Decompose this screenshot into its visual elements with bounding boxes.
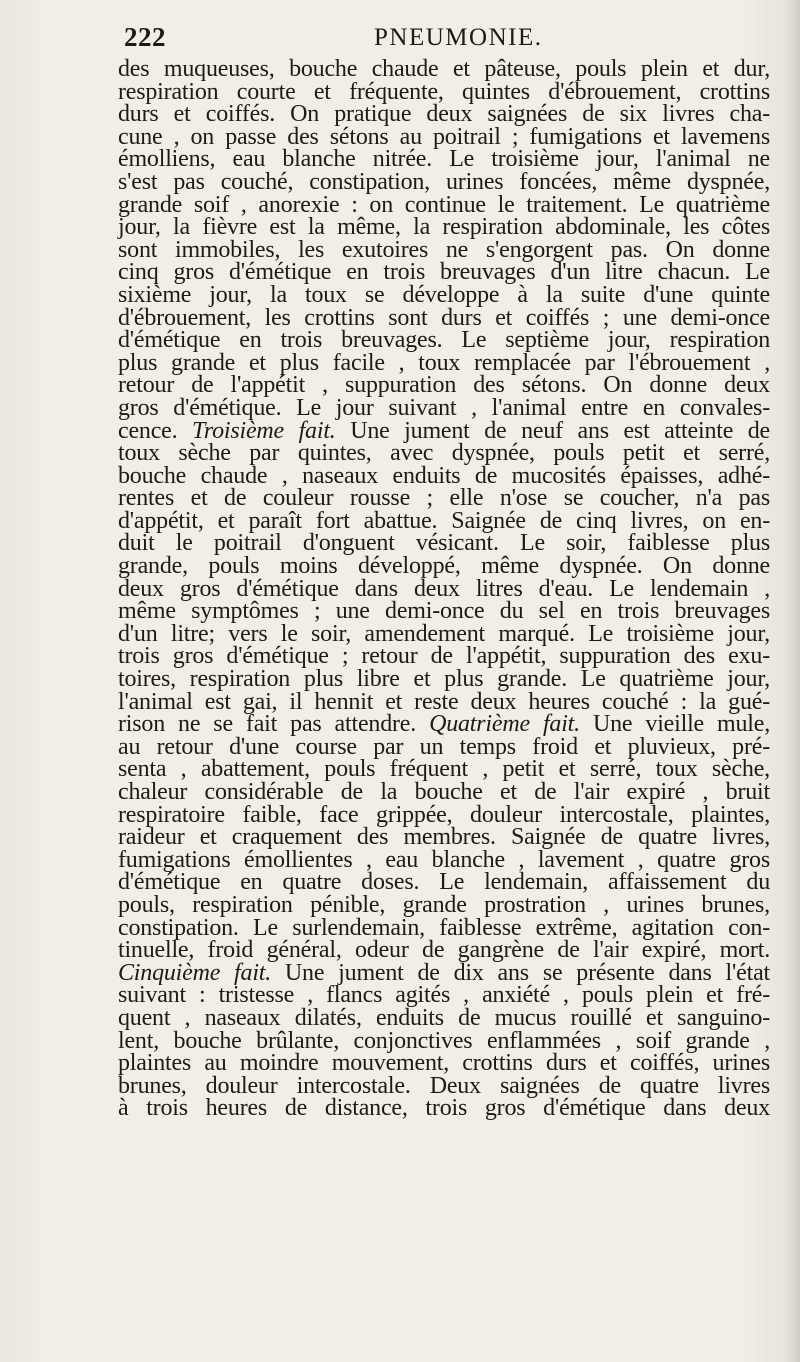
text-line: pouls, respiration pénible, grande prostration , urines brunes, [118,891,770,918]
case-heading: Troisième fait. [192,417,336,444]
text-line: d'ébrouement, les crottins sont durs et coiffés ; une demi-once [118,304,770,331]
text-line: rison ne se fait pas attendre. Quatrième fait. Une vieille mule, [118,711,771,738]
text-line: plus grande et plus facile , toux remplacée par l'ébrouement , [118,349,770,376]
case-heading: Quatrième fait. [429,711,580,738]
text-line: gros d'émétique. Le jour suivant , l'animal entre en convales- [118,394,770,421]
text-line: toux sèche par quintes, avec dyspnée, pouls petit et serré, [118,440,770,467]
page-edge-shadow [786,0,800,1362]
text-line: au retour d'une course par un temps froid et pluvieux, pré- [118,733,770,760]
text-line: d'un litre; vers le soir, amendement marqué. Le troisième jour, [118,620,770,647]
running-head: PNEUMONIE. [374,24,543,51]
text-line: jour, la fièvre est la même, la respiration abdominale, les côtes [118,214,770,241]
text-line: tinuelle, froid général, odeur de gangrène de l'air expiré, mort. [118,937,770,964]
text-line: d'émétique en trois breuvages. Le septième jour, respiration [118,327,770,354]
text-line: duit le poitrail d'onguent vésicant. Le soir, faiblesse plus [118,530,770,557]
text-line: des muqueuses, bouche chaude et pâteuse, pouls plein et dur, [118,56,770,82]
text-line: retour de l'appétit , suppuration des sétons. On donne deux [118,372,770,399]
text-line: même symptômes ; une demi-once du sel en trois breuvages [118,598,770,625]
text-line: cence. Troisième fait. Une jument de neuf ans est atteinte de [118,417,771,444]
text-line: grande, pouls moins développé, même dyspnée. On donne [118,553,770,580]
text-line: grande soif , anorexie : on continue le traitement. Le quatrième [118,191,770,218]
text-line: durs et coiffés. On pratique deux saignées de six livres cha- [118,101,770,128]
text-line: raideur et craquement des membres. Saignée de quatre livres, [118,824,770,851]
page-number: 222 [124,22,166,52]
text-line: respiratoire faible, face grippée, douleur intercostale, plaintes, [118,801,770,828]
text-line: fumigations émollientes , eau blanche , lavement , quatre gros [118,846,770,873]
text-line: brunes, douleur intercostale. Deux saignées de quatre livres [118,1072,770,1099]
text-line: cinq gros d'émétique en trois breuvages d'un litre chacun. Le [118,259,770,286]
text-line: sont immobiles, les exutoires ne s'engorgent pas. On donne [118,236,770,263]
text-line: constipation. Le surlendemain, faiblesse extrême, agitation con- [118,914,770,941]
text-line: plaintes au moindre mouvement, crottins durs et coiffés, urines [118,1050,770,1077]
text-line: à trois heures de distance, trois gros d'émétique dans deux [118,1095,770,1122]
text-line: suivant : tristesse , flancs agités , anxiété , pouls plein et fré- [118,982,770,1009]
text-line: d'appétit, et paraît fort abattue. Saignée de cinq livres, on en- [118,507,770,534]
text-line: deux gros d'émétique dans deux litres d'eau. Le lendemain , [118,575,770,602]
text-line: sixième jour, la toux se développe à la suite d'une quinte [118,281,770,308]
text-line: cune , on passe des sétons au poitrail ; fumigations et lavemens [118,123,770,150]
text-line: trois gros d'émétique ; retour de l'appétit, suppuration des exu- [118,643,770,670]
text-line: rentes et de couleur rousse ; elle n'ose se coucher, n'a pas [118,485,770,512]
case-heading: Cinquième fait. [118,959,272,986]
text-line: senta , abattement, pouls fréquent , petit et serré, toux sèche, [118,756,770,783]
text-line: chaleur considérable de la bouche et de l'air expiré , bruit [118,779,770,805]
text-line: quent , naseaux dilatés, enduits de mucus rouillé et sanguino- [118,1004,770,1031]
text-line: émolliens, eau blanche nitrée. Le troisième jour, l'animal ne [118,146,770,173]
text-line: s'est pas couché, constipation, urines foncées, même dyspnée, [118,168,770,195]
text-line: bouche chaude , naseaux enduits de mucosités épaisses, adhé- [118,462,770,489]
text-line: l'animal est gai, il hennit et reste deux heures couché : la gué- [118,688,770,715]
text-line: lent, bouche brûlante, conjonctives enflammées , soif grande , [118,1027,770,1054]
text-line: toires, respiration plus libre et plus grande. Le quatrième jour, [118,666,770,693]
text-line: respiration courte et fréquente, quintes d'ébrouement, crottins [118,78,770,105]
body-text [118,58,770,1120]
text-line: Cinquième fait. Une jument de dix ans se présente dans l'état [118,959,770,986]
text-line: d'émétique en quatre doses. Le lendemain, affaissement du [118,869,770,896]
